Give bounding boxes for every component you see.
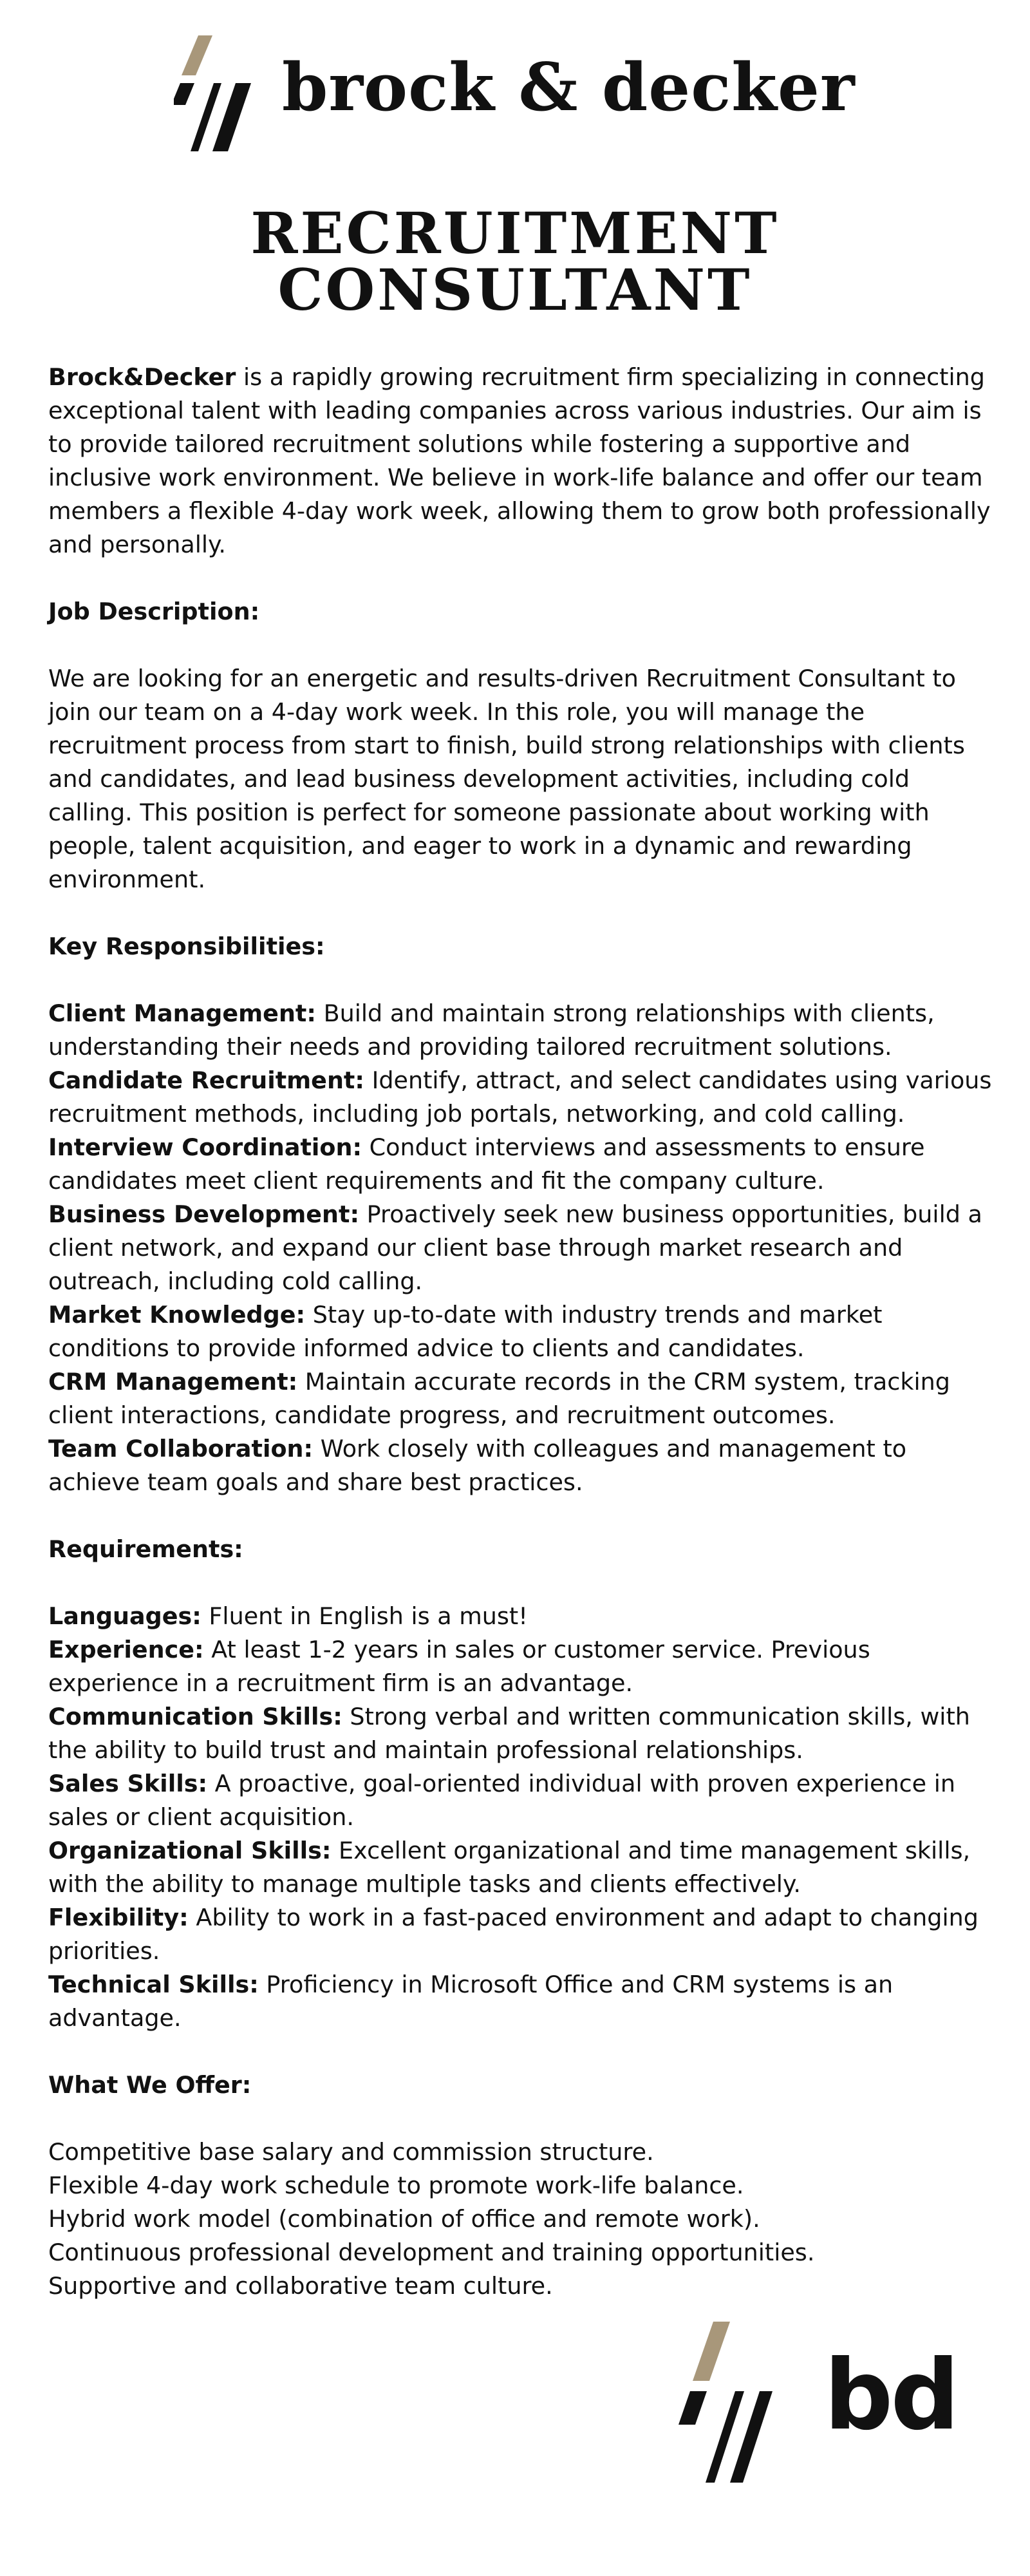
header-logo — [174, 35, 869, 151]
list-item — [48, 1064, 995, 1131]
item-text: Ability to work in a fast-paced environment and adapt to changing priorities. — [48, 1904, 979, 1965]
list-item: Continuous professional development and training opportunities. — [48, 2239, 815, 2266]
list-item — [48, 1633, 995, 1700]
item-text: Excellent organizational and time management skills, with the ability to manage multiple tasks and clients effectively. — [48, 1837, 971, 1898]
job-posting-body — [48, 361, 995, 2303]
offer-list — [48, 2136, 995, 2303]
list-item — [48, 1432, 995, 1499]
item-label: Languages: — [48, 1602, 201, 1630]
item-text: Work closely with colleagues and management to achieve team goals and share best practices. — [48, 1435, 907, 1496]
requirements-heading: Requirements: — [48, 1535, 243, 1563]
requirements-list — [48, 1600, 995, 2035]
offer-heading: What We Offer: — [48, 2071, 252, 2099]
item-text: Strong verbal and written communication skills, with the ability to build trust and maintain professional relationships. — [48, 1703, 970, 1764]
list-item — [48, 1767, 995, 1834]
brand-slash-mark-icon — [174, 35, 251, 151]
list-item — [48, 997, 995, 1064]
list-item: Flexible 4-day work schedule to promote work-life balance. — [48, 2172, 744, 2199]
item-label: Interview Coordination: — [48, 1133, 362, 1161]
footer-logo — [676, 2322, 966, 2483]
item-text: Identify, attract, and select candidates using various recruitment methods, including job portals, networking, and cold calling. — [48, 1066, 992, 1128]
list-item — [48, 1834, 995, 1901]
item-label: Experience: — [48, 1636, 204, 1663]
list-item — [48, 1131, 995, 1198]
item-text: Stay up-to-date with industry trends and market conditions to provide informed advice to clients and candidates. — [48, 1301, 883, 1362]
brand-name: brock & decker — [282, 49, 856, 126]
list-item — [48, 1968, 995, 2035]
item-label: Candidate Recruitment: — [48, 1066, 364, 1094]
item-label: Communication Skills: — [48, 1703, 342, 1730]
list-item: Competitive base salary and commission structure. — [48, 2138, 654, 2166]
job-description-heading: Job Description: — [48, 598, 260, 625]
item-text: A proactive, goal-oriented individual with proven experience in sales or client acquisition. — [48, 1770, 955, 1831]
item-text: Conduct interviews and assessments to ensure candidates meet client requirements and fit the company culture. — [48, 1133, 925, 1195]
item-label: Flexibility: — [48, 1904, 189, 1931]
item-label: Team Collaboration: — [48, 1435, 314, 1463]
item-label: Sales Skills: — [48, 1770, 208, 1797]
list-item — [48, 1901, 995, 1968]
title-line-2: CONSULTANT — [277, 256, 753, 323]
footer-slash-mark-icon — [676, 2322, 792, 2483]
list-item — [48, 1298, 995, 1365]
list-item — [48, 1600, 995, 1633]
intro-text: is a rapidly growing recruitment firm specializing in connecting exceptional talent with leading companies across various industries. Our aim is to provide tailored recruitment solutions while fostering a supportive and inclusive work environment. We believe in work-life balance and offer our team members a flexible 4-day work week, allowing them to grow both professionally and personally. — [48, 363, 991, 558]
responsibilities-list — [48, 997, 995, 1499]
item-text: Fluent in English is a must! — [201, 1602, 528, 1630]
item-text: Build and maintain strong relationships with clients, understanding their needs and providing tailored recruitment solutions. — [48, 999, 935, 1061]
footer-brand-mark: bd — [824, 2340, 957, 2452]
item-text: Proactively seek new business opportunities, build a client network, and expand our client base through market research and outreach, including cold calling. — [48, 1200, 982, 1295]
list-item — [48, 1700, 995, 1767]
responsibilities-heading: Key Responsibilities: — [48, 933, 325, 960]
company-name: Brock&Decker — [48, 363, 236, 391]
item-label: Technical Skills: — [48, 1971, 259, 1998]
title-line-1: RECRUITMENT — [250, 200, 780, 267]
item-label: Market Knowledge: — [48, 1301, 306, 1329]
item-label: Business Development: — [48, 1200, 360, 1228]
list-item — [48, 1198, 995, 1298]
list-item — [48, 1365, 995, 1432]
item-text: Proficiency in Microsoft Office and CRM systems is an advantage. — [48, 1971, 894, 2032]
item-label: Organizational Skills: — [48, 1837, 332, 1864]
item-text: At least 1-2 years in sales or customer service. Previous experience in a recruitment firm is an advantage. — [48, 1636, 870, 1697]
item-label: CRM Management: — [48, 1368, 298, 1396]
list-item: Supportive and collaborative team culture. — [48, 2272, 553, 2300]
intro-paragraph — [48, 361, 995, 562]
item-label: Client Management: — [48, 999, 316, 1027]
list-item: Hybrid work model (combination of office and remote work). — [48, 2205, 760, 2233]
page-title — [0, 200, 1030, 323]
item-text: Maintain accurate records in the CRM system, tracking client interactions, candidate progress, and recruitment outcomes. — [48, 1368, 950, 1429]
job-description-text: We are looking for an energetic and results-driven Recruitment Consultant to join our team on a 4-day work week. In this role, you will manage the recruitment process from start to finish, build strong relationships with clients and candidates, and lead business development activities, including cold calling. This position is perfect for someone passionate about working with people, talent acquisition, and eager to work in a dynamic and rewarding environment. — [48, 665, 965, 893]
